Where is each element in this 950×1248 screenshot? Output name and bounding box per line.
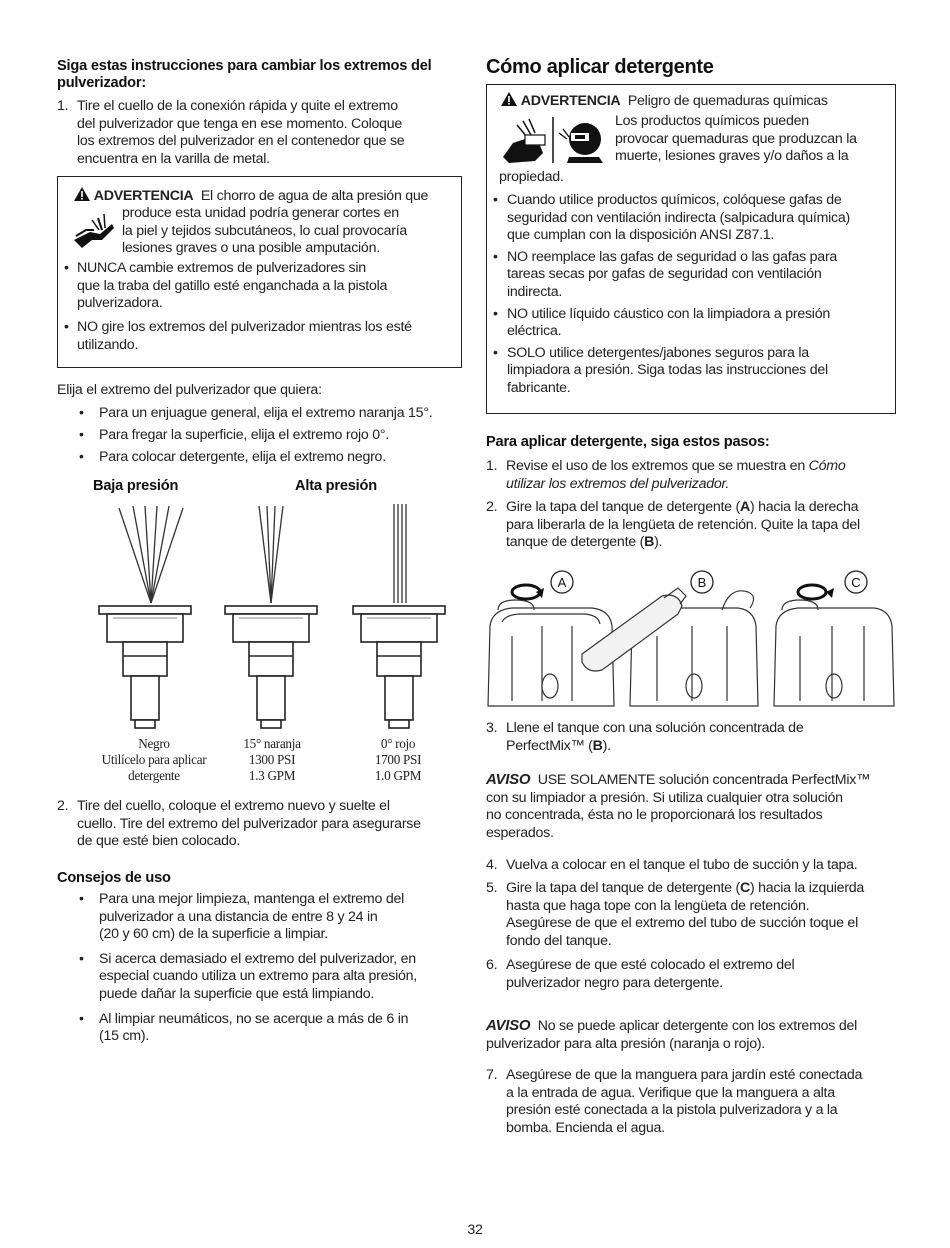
warning-bullet: • NO reemplace las gafas de seguridad o las gafas para tareas secas por gafas de seguridad con ventilación indirecta.: [493, 248, 838, 300]
detergent-heading: Cómo aplicar detergente: [486, 56, 714, 78]
tips-heading: Consejos de uso: [57, 870, 171, 886]
injection-hazard-icon: [72, 210, 116, 252]
steps-heading: Para aplicar detergente, siga estos pasos:: [486, 434, 770, 450]
list-item: • Para un enjuague general, elija el extremo naranja 15°.: [79, 405, 433, 421]
warning-bullet: • SOLO utilice detergentes/jabones seguros para la limpiadora a presión. Siga todas las instrucciones del fabricante.: [493, 344, 828, 396]
notice-label: AVISO: [486, 1017, 531, 1034]
warning-triangle-icon: [501, 93, 521, 109]
warning-bullet: • Cuando utilice productos químicos, colóquese gafas de seguridad con ventilación indirecta (salpicadura química) que cumplan con la disposición ANSI Z87.1.: [493, 192, 850, 244]
high-pressure-warning-box: ADVERTENCIA El chorro de agua de alta presión que produce esta unidad podría generar cortes en la piel y tejidos subcutáneos, lo cual provocaría lesiones graves o una posible amputación. • NUNCA cambie extremos de pulverizadores sin que la traba del gatillo esté enganchada a la pistola pulverizadora. • NO gire los extremos del pulverizador mientras los esté utilizando.: [57, 176, 462, 368]
high-pressure-label: Alta presión: [295, 478, 377, 494]
rotate-left-arrow-icon: [798, 585, 834, 599]
list-item: • Al limpiar neumáticos, no se acerque a más de 6 in (15 cm).: [79, 1010, 409, 1045]
change-tips-heading: Siga estas instrucciones para cambiar los extremos del pulverizador:: [57, 58, 432, 91]
rotate-right-arrow-icon: [512, 585, 544, 599]
warning-bullet: • NO gire los extremos del pulverizador mientras los esté utilizando.: [64, 319, 412, 353]
list-item: • Para una mejor limpieza, mantenga el extremo del pulverizador a una distancia de entre 8 y 24 in (20 y 60 cm) de la superficie a limpiar.: [79, 891, 405, 943]
notice-label: AVISO: [486, 771, 531, 788]
step-2: 2. Tire del cuello, coloque el extremo nuevo y suelte el cuello. Tire del extremo del pulverizador para asegurarse de que esté bien colocado.: [57, 798, 421, 850]
warning-bullet: • NUNCA cambie extremos de pulverizadores sin que la traba del gatillo esté enganchada a la pistola pulverizadora.: [64, 260, 388, 312]
choose-list: [79, 405, 469, 471]
warning-bullet: • NO utilice líquido cáustico con la limpiadora a presión eléctrica.: [493, 305, 830, 340]
callout-c: C: [851, 575, 861, 590]
detergent-step-5: 5. Gire la tapa del tanque de detergente (C) hacia la izquierda hasta que haga tope con la lengüeta de retención. Asegúrese de que el extremo del tubo de succión toque el fondo del tanque.: [486, 880, 865, 949]
warning-triangle-icon: [74, 188, 94, 204]
detergent-step-3: 3. Llene el tanque con una solución concentrada de PerfectMix™ (B).: [486, 720, 804, 754]
nozzle-orange-caption: 15° naranja 1300 PSI 1.3 GPM: [243, 736, 301, 783]
notice-1: AVISO USE SOLAMENTE solución concentrada PerfectMix™ con su limpiador a presión. Si utiliza cualquier otra solución no concentrada, ésta no le proporcionará los resultados esperados.: [486, 771, 871, 841]
low-pressure-label: Baja presión: [93, 478, 179, 494]
choose-text: Elija el extremo del pulverizador que quiera:: [57, 382, 322, 398]
chemical-burn-icon: [499, 113, 611, 165]
callout-a: A: [557, 575, 567, 590]
callout-b: B: [697, 575, 707, 590]
nozzle-diagram: [57, 500, 465, 740]
tips-list: [79, 891, 469, 1046]
warning-label: ADVERTENCIA: [520, 93, 621, 109]
detergent-step-2: 2. Gire la tapa del tanque de detergente (A) hacia la derecha para liberarla de la lengüeta de retención. Quite la tapa del tanque de detergente (B).: [486, 499, 860, 551]
nozzle-red-caption: 0° rojo 1700 PSI 1.0 GPM: [374, 736, 422, 783]
warning-label: ADVERTENCIA: [93, 188, 194, 204]
chemical-warning-box: ADVERTENCIA Peligro de quemaduras químicas Los productos químicos pueden provocar quemaduras que produzcan la muerte, lesiones graves y/o daños a la propiedad. • Cuando utilice productos químicos, colóquese gafas de seguridad con ventilación indirecta (salpicadura química) que cumplan con la disposición ANSI Z87.1. • NO reemplace las gafas de seguridad o las gafas para tareas secas por gafas de seguridad con ventilación indirecta. • NO utilice líquido cáustico con la limpiadora a presión eléctrica. • SOLO utilice detergentes/jabones seguros para la limpiadora a presión. Siga todas las instrucciones del fabricante.: [486, 84, 896, 414]
page-number: 32: [467, 1222, 483, 1238]
detergent-step-7: 7. Asegúrese de que la manguera para jardín esté conectada a la entrada de agua. Verifique que la manguera a alta presión esté conectada a la pistola pulverizadora y a la bomba. Encienda el agua.: [486, 1067, 863, 1136]
detergent-tank-illustration: [482, 566, 902, 716]
nozzle-black-caption: Negro Utilícelo para aplicar detergente: [101, 736, 207, 783]
step-1: 1. Tire el cuello de la conexión rápida y quite el extremo del pulverizador que tenga en ese momento. Coloque los extremos del pulverizador en el contenedor que se encuentra en la varilla de metal.: [57, 98, 405, 167]
detergent-step-6: 6. Asegúrese de que esté colocado el extremo del pulverizador negro para detergente.: [486, 957, 795, 991]
detergent-step-4: 4. Vuelva a colocar en el tanque el tubo de succión y la tapa.: [486, 857, 858, 873]
detergent-step-1: 1. Revise el uso de los extremos que se muestra en Cómo utilizar los extremos del pulverizador.: [486, 458, 846, 492]
list-item: • Si acerca demasiado el extremo del pulverizador, en especial cuando utiliza un extremo para alta presión, puede dañar la superficie que está limpiando.: [79, 950, 417, 1002]
list-item: • Para colocar detergente, elija el extremo negro.: [79, 449, 386, 465]
nozzle-usage-reference: Cómo: [808, 458, 846, 474]
list-item: • Para fregar la superficie, elija el extremo rojo 0°.: [79, 427, 389, 443]
notice-2: AVISO No se puede aplicar detergente con los extremos del pulverizador para alta presión (naranja o rojo).: [486, 1017, 857, 1052]
